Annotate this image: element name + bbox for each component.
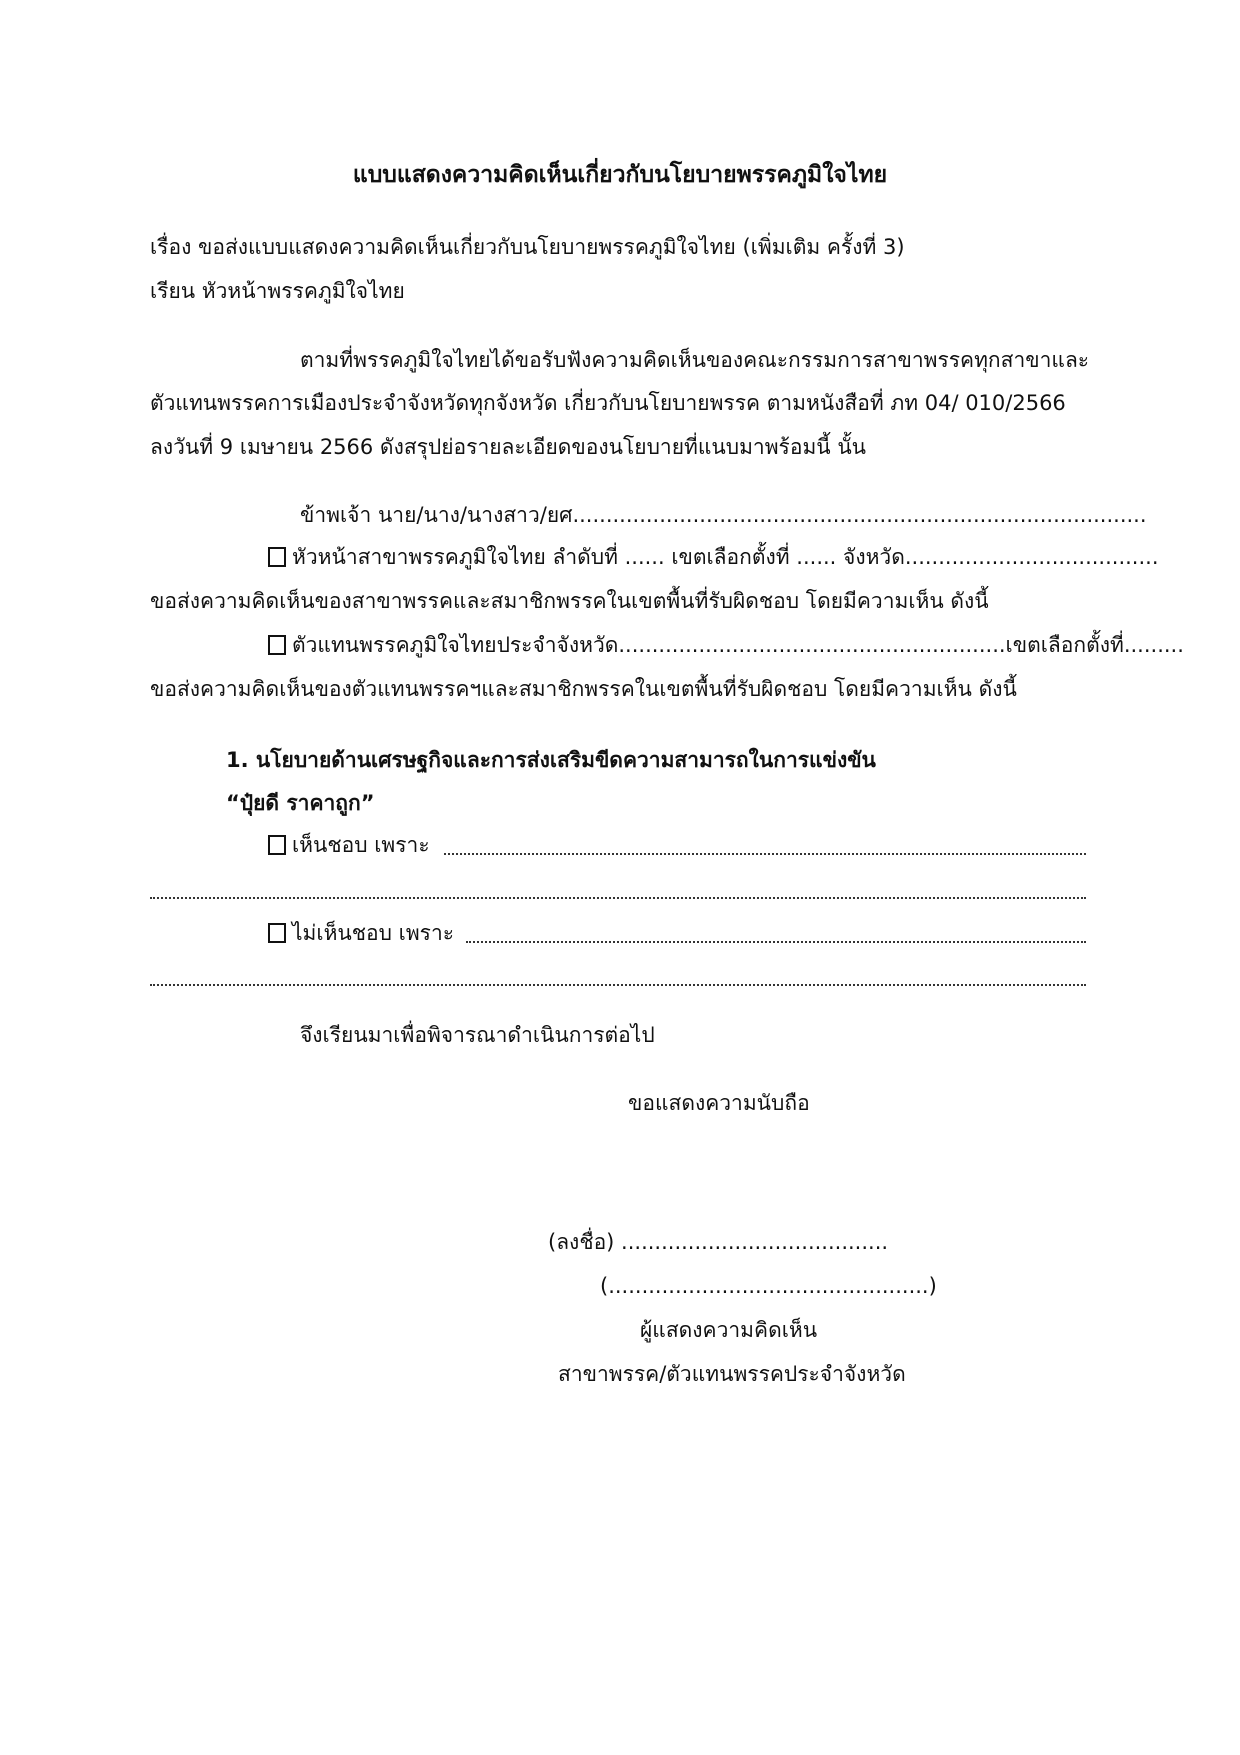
regards-line: ขอแสดงความนับถือ xyxy=(628,1091,810,1115)
option-branch-followup: ขอส่งความคิดเห็นของสาขาพรรคและสมาชิกพรรคในเขตพื้นที่รับผิดชอบ โดยมีความเห็น ดังนี้ xyxy=(150,589,989,613)
disagree-row xyxy=(268,918,454,948)
policy-heading: 1. นโยบายด้านเศรษฐกิจและการส่งเสริมขีดความสามารถในการแข่งขัน xyxy=(226,748,876,772)
provincial-checkbox[interactable] xyxy=(268,635,286,655)
recipient-line: เรียน หัวหน้าพรรคภูมิใจไทย xyxy=(150,279,405,303)
closing-line: จึงเรียนมาเพื่อพิจารณาดำเนินการต่อไป xyxy=(300,1023,655,1047)
subject-line: เรื่อง ขอส่งแบบแสดงความคิดเห็นเกี่ยวกับนโยบายพรรคภูมิใจไทย (เพิ่มเติม ครั้งที่ 3) xyxy=(150,235,905,259)
policy-name: “ปุ๋ยดี ราคาถูก” xyxy=(226,791,375,815)
signature-name-line: (................................................) xyxy=(600,1274,937,1298)
agree-label: เห็นชอบ เพราะ xyxy=(292,833,430,857)
agree-row xyxy=(268,830,430,860)
signature-role-1: ผู้แสดงความคิดเห็น xyxy=(640,1318,818,1342)
form-title: แบบแสดงความคิดเห็นเกี่ยวกับนโยบายพรรคภูมิใจไทย xyxy=(352,162,888,188)
disagree-reason-line-2[interactable] xyxy=(150,984,1086,986)
agree-checkbox[interactable] xyxy=(268,835,286,855)
option-provincial-followup: ขอส่งความคิดเห็นของตัวแทนพรรคฯและสมาชิกพรรคในเขตพื้นที่รับผิดชอบ โดยมีความเห็น ดังนี้ xyxy=(150,677,1017,701)
agree-reason-line-2[interactable] xyxy=(150,897,1086,899)
body-line-3: ลงวันที่ 9 เมษายน 2566 ดังสรุปย่อรายละเอียดของนโยบายที่แนบมาพร้อมนี้ นั้น xyxy=(150,435,867,459)
signature-line: (ลงชื่อ) ........................................ xyxy=(548,1230,889,1254)
option-provincial-row xyxy=(268,630,1184,660)
signature-role-2: สาขาพรรค/ตัวแทนพรรคประจำจังหวัด xyxy=(558,1362,906,1386)
option-provincial-label: ตัวแทนพรรคภูมิใจไทยประจำจังหวัด..........................................................เขตเลือกตั้งที่......... xyxy=(292,633,1184,657)
disagree-checkbox[interactable] xyxy=(268,923,286,943)
disagree-reason-line-1[interactable] xyxy=(466,941,1086,943)
option-branch-label: หัวหน้าสาขาพรรคภูมิใจไทย ลำดับที่ ...... เขตเลือกตั้งที่ ...... จังหวัด...................................... xyxy=(292,545,1159,569)
option-branch-row xyxy=(268,542,1159,572)
declarant-line: ข้าพเจ้า นาย/นาง/นางสาว/ยศ...................................................................................... xyxy=(300,503,1147,527)
body-line-2: ตัวแทนพรรคการเมืองประจำจังหวัดทุกจังหวัด เกี่ยวกับนโยบายพรรค ตามหนังสือที่ ภท 04/ 010/2566 xyxy=(150,391,1066,415)
disagree-label: ไม่เห็นชอบ เพราะ xyxy=(292,921,455,945)
agree-reason-line-1[interactable] xyxy=(444,853,1086,855)
branch-checkbox[interactable] xyxy=(268,547,286,567)
body-line-1: ตามที่พรรคภูมิใจไทยได้ขอรับฟังความคิดเห็นของคณะกรรมการสาขาพรรคทุกสาขาและ xyxy=(300,348,1090,372)
